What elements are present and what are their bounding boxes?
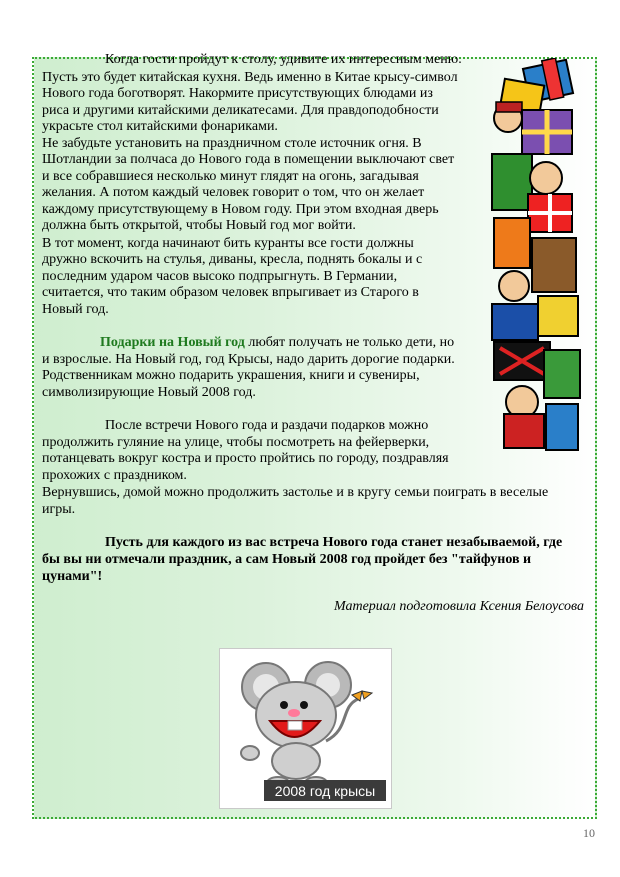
text-line: Не забудьте установить на праздничном столе источник огня. В <box>42 136 422 151</box>
text-line: Новый год. <box>42 302 109 317</box>
text-line: считается, что таким образом человек впрыгивает из Старого в <box>42 285 419 300</box>
text-line: дружно вскочить на стулья, диваны, кресла, поднять бокалы и с <box>42 252 423 267</box>
text-line: В тот момент, когда начинают бить куранты все гости должны <box>42 236 414 251</box>
text-line: цунами"! <box>42 569 103 584</box>
text-line: символизирующие Новый 2008 год. <box>42 385 256 400</box>
text-line <box>100 335 454 351</box>
text-line: потанцевать вокруг костра и просто пройтись по городу, поздравляя <box>42 451 449 466</box>
cartoon-rat-illustration <box>220 649 391 808</box>
text-line: Когда гости пройдут к столу, удивите их интересным меню. <box>105 52 462 67</box>
text-line: и все собравшиеся несколько минут глядят на огонь, загадывая <box>42 169 419 184</box>
text-line: прохожих с праздником. <box>42 468 187 483</box>
page-number: 10 <box>583 826 595 840</box>
text-fragment: любят получать не только дети, но <box>244 335 455 350</box>
text-line: После встречи Нового года и раздачи подарков можно <box>105 418 429 433</box>
text-line: продолжить гуляние на улице, чтобы посмотреть на фейерверки, <box>42 435 430 450</box>
image-caption: 2008 год крысы <box>274 783 376 799</box>
text-line: Вернувшись, домой можно продолжить застолье и в кругу семьи поиграть в веселые <box>42 485 549 500</box>
text-line: Шотландии за полчаса до Нового года в помещении выключают свет <box>42 152 455 167</box>
text-line: и взрослые. На Новый год, год Крысы, надо дарить дорогие подарки. <box>42 352 455 367</box>
text-line: Пусть это будет китайская кухня. Ведь именно в Китае крысу-символ <box>42 70 458 85</box>
text-line: последним ударом часов высоко подпрыгнуть. В Германии, <box>42 269 398 284</box>
text-line: бы вы ни отмечали праздник, а сам Новый 2008 год пройдет без "тайфунов и <box>42 552 532 567</box>
text-line: Родственникам можно подарить украшения, книги и сувениры, <box>42 368 420 383</box>
gifts-clipart-image <box>488 58 584 456</box>
text-line: должна быть открытой, чтобы Новый год мог войти. <box>42 218 356 233</box>
author-signature: Материал подготовила Ксения Белоусова <box>334 599 585 614</box>
text-line: украсьте стол китайскими фонариками. <box>42 119 278 134</box>
text-line: риса и другими китайскими деликатесами. Для правдоподобности <box>42 103 439 118</box>
text-line: желания. А потом каждый человек говорит о том, что он желает <box>42 185 425 200</box>
rat-2008-image <box>219 648 392 809</box>
text-line: Пусть для каждого из вас встреча Нового года станет незабываемой, где <box>105 535 563 550</box>
text-line: игры. <box>42 502 76 517</box>
text-line: Нового года боготворят. Накормите присутствующих блюдами из <box>42 86 433 101</box>
text-line: каждому присутствующему в Новом году. При этом входная дверь <box>42 202 439 217</box>
highlight-phrase: Подарки на Новый год <box>100 335 245 350</box>
